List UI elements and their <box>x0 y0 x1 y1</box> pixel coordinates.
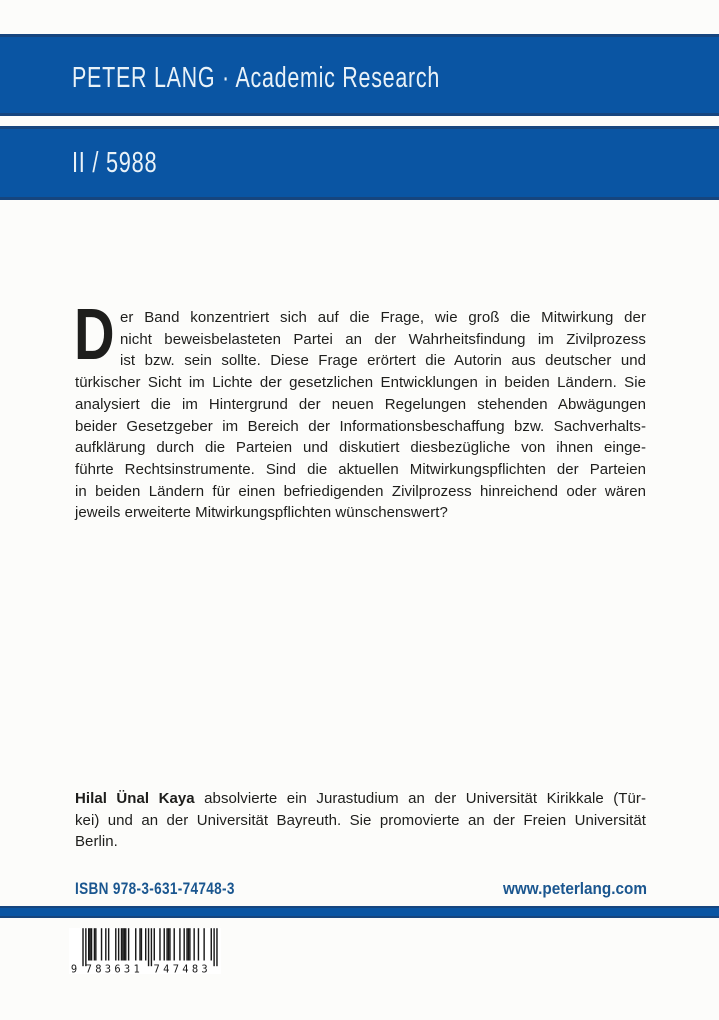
svg-text:9: 9 <box>70 963 78 974</box>
author-bio <box>75 788 646 853</box>
drop-cap: D <box>74 295 115 375</box>
blurb-line: führte Rechtsinstrumente. Sind die aktuellen Mitwirkungspflichten der Parteien <box>75 460 646 478</box>
isbn-text: ISBN 978-3-631-74748-3 <box>75 879 235 898</box>
series-number: II / 5988 <box>72 146 158 179</box>
blurb-line: jeweils erweiterte Mitwirkungspflichten wünschenswert? <box>75 504 448 522</box>
footer-row <box>75 879 647 899</box>
blurb <box>74 295 646 524</box>
author-bio-line <box>75 788 646 810</box>
bottom-divider-band <box>0 906 719 918</box>
blurb-line: aufklärung durch die Parteien und diskutiert diesbezügliche von ihnen einge- <box>75 439 646 457</box>
svg-text:783631: 783631 <box>85 963 140 974</box>
blurb-line: türkischer Sicht im Lichte der gesetzlichen Entwicklungen in beiden Ländern. Sie <box>75 374 646 392</box>
blurb-line: beider Gesetzgeber im Bereich der Informationsbeschaffung bzw. Sachverhalts- <box>75 417 646 435</box>
blurb-line: nicht beweisbelasteten Partei an der Wahrheitsfindung im Zivilprozess <box>120 330 646 348</box>
ean13-barcode <box>69 928 221 974</box>
blurb-line: in beiden Ländern für einen befriedigenden Zivilprozess hinreichend oder wären <box>75 482 646 500</box>
svg-text:747483: 747483 <box>153 963 208 974</box>
author-bio-text: absolvierte ein Jurastudium an der Universität Kirikkale (Tür- <box>194 790 646 807</box>
publisher-band <box>0 34 719 116</box>
author-name: Hilal Ünal Kaya <box>75 790 195 807</box>
publisher-band-text: PETER LANG · Academic Research <box>72 62 441 94</box>
publisher-website-text: www.peterlang.com <box>503 879 647 898</box>
blurb-line: analysiert die im Hintergrund der neuen Regelungen stehenden Abwägungen <box>75 395 646 413</box>
blurb-line: er Band konzentriert sich auf die Frage, wie groß die Mitwirkung der <box>120 309 646 326</box>
author-bio-line: kei) und an der Universität Bayreuth. Sie promovierte an der Freien Universität <box>75 811 646 829</box>
author-bio-line: Berlin. <box>75 833 118 851</box>
blurb-line: ist bzw. sein sollte. Diese Frage erörtert die Autorin aus deutscher und <box>120 352 646 370</box>
series-band <box>0 126 719 200</box>
